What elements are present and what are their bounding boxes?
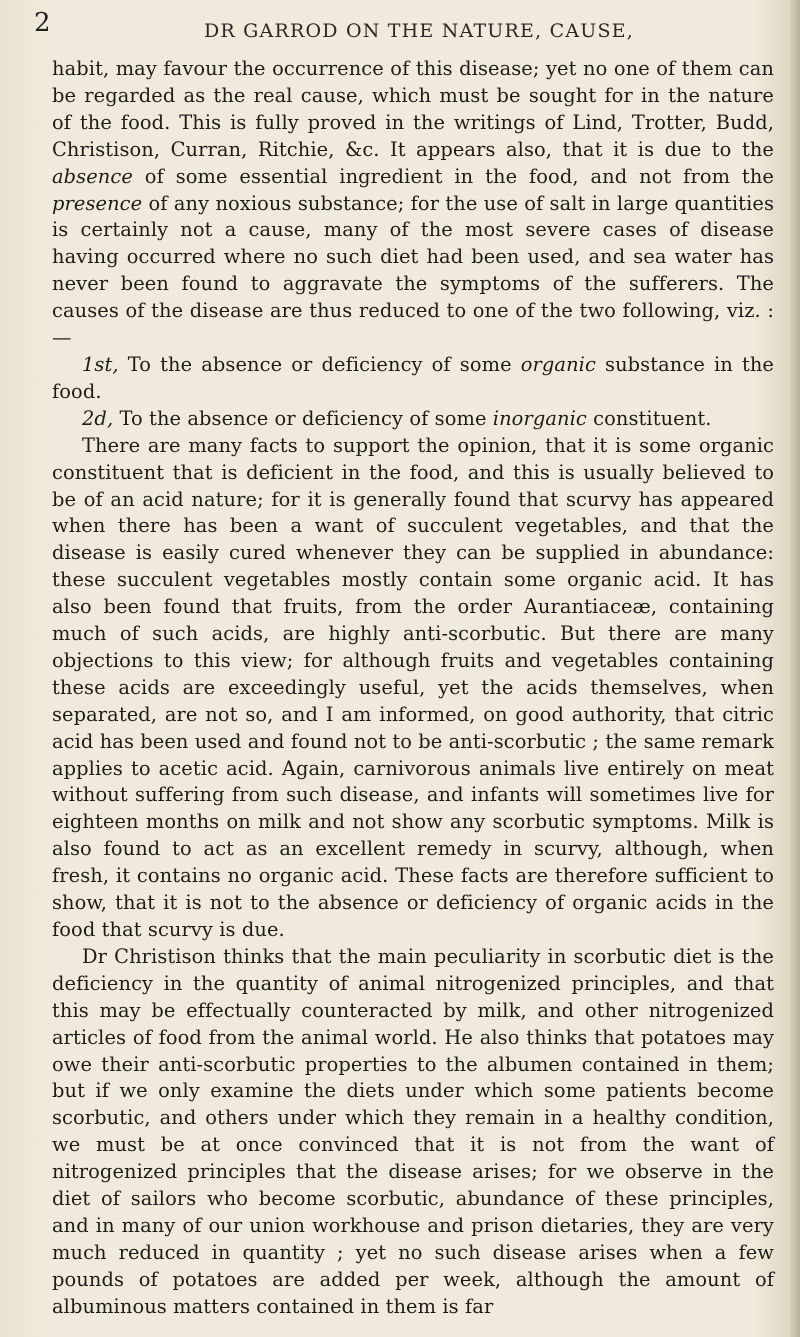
p2-text-a: To the absence or deficiency of some — [118, 352, 521, 376]
body-text — [52, 56, 774, 1321]
p2-text-b: substance in the food. — [52, 352, 774, 403]
paragraph-christison: Dr Christison thinks that the main peculiarity in scorbutic diet is the deficiency in the quantity of animal nitrogenized principles, and that this may be effectually counteracted by milk, and other nitrogenized articles of food from the animal world. He also thinks that potatoes may owe their anti-scorbutic properties to the albumen contained in them; but if we only examine the diets under which some patients become scorbutic, and others under which they remain in a healthy condition, we must be at once convinced that it is not from the want of nitrogenized principles that the disease arises; for we observe in the diet of sailors who become scorbutic, abundance of these principles, and in many of our union workhouse and prison dietaries, they are very much reduced in quantity ; yet no such disease arises when a few pounds of potatoes are added per week, although the amount of albuminous matters contained in them is far — [52, 944, 774, 1318]
p3-text-b: constituent. — [586, 406, 712, 430]
p1-text-b: of some essential ingredient in the food, and not from the — [132, 164, 774, 188]
page-header — [24, 8, 760, 48]
running-head: DR GARROD ON THE NATURE, CAUSE, — [204, 20, 634, 42]
p3-emphasis-inorganic: inorganic — [492, 406, 587, 430]
paragraph-1 — [52, 56, 774, 352]
list-label-1st: 1st, — [82, 352, 119, 376]
list-label-2d: 2d, — [82, 406, 114, 430]
p1-emphasis-absence: absence — [52, 164, 133, 188]
page-number: 2 — [34, 8, 51, 38]
p2-emphasis-organic: organic — [520, 352, 596, 376]
paragraph-organic-acids: There are many facts to support the opinion, that it is some organic constituent that is deficient in the food, and this is usually believed to be of an acid nature; for it is generally found that scurvy has appeared when there has been a want of succulent vegetables, and that the disease is easily cured whenever they can be supplied in abundance: these succulent vegetables mostly contain some organic acid. It has also been found that fruits, from the order Aurantiaceæ, containing much of such acids, are highly anti-scorbutic. But there are many objections to this view; for although fruits and vegetables containing these acids are exceedingly useful, yet the acids themselves, when separated, are not so, and I am informed, on good authority, that citric acid has been used and found not to be anti-scorbutic ; the same remark applies to acetic acid. Again, carnivorous animals live entirely on meat without suffering from such disease, and infants will sometimes live for eighteen months on milk and not show any scorbutic symptoms. Milk is also found to act as an excellent remedy in scurvy, although, when fresh, it contains no organic acid. These facts are therefore sufficient to show, that it is not to the absence or deficiency of organic acids in the food that scurvy is due. — [52, 433, 774, 941]
p3-text-a: To the absence or deficiency of some — [113, 406, 493, 430]
page-edge-shadow — [790, 0, 800, 1337]
paragraph-2d — [52, 406, 774, 433]
p1-text-c: of any noxious substance; for the use of salt in large quantities is certainly not a cause, many of the most severe cases of disease having occurred where no such diet had been used, and sea water has never been found to aggravate the symptoms of the sufferers. The causes of the disease are thus reduced to one of the two following, viz. :— — [52, 191, 774, 350]
p1-emphasis-presence: presence — [52, 191, 143, 215]
p1-text-a: habit, may favour the occurrence of this disease; yet no one of them can be regarded as the real cause, which must be sought for in the nature of the food. This is fully proved in the writings of Lind, Trotter, Budd, Christison, Curran, Ritchie, &c. It appears also, that it is due to the — [52, 57, 774, 161]
paragraph-1st — [52, 352, 774, 406]
